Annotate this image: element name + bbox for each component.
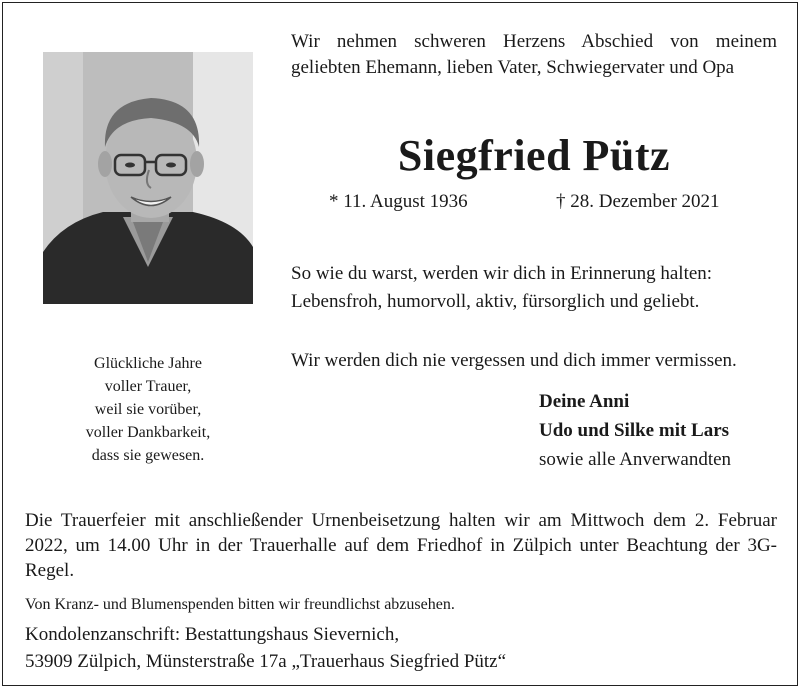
portrait-photo bbox=[43, 52, 253, 304]
obituary-notice bbox=[2, 2, 798, 686]
condolence-line: 53909 Zülpich, Münsterstraße 17a „Trauerhaus Siegfried Pütz“ bbox=[25, 651, 507, 672]
poem-line: Glückliche Jahre bbox=[94, 355, 202, 372]
signature-spouse: Deine Anni bbox=[539, 391, 630, 412]
poem bbox=[43, 352, 253, 467]
funeral-details: Die Trauerfeier mit anschließender Urnenbeisetzung halten wir am Mittwoch dem 2. Februar 2022, um 14.00 Uhr in der Trauerhalle auf dem Friedhof in Zülpich unter Beachtung der 3G-Regel. bbox=[25, 510, 777, 581]
poem-line: voller Dankbarkeit, bbox=[85, 424, 211, 441]
condolence-address bbox=[25, 621, 777, 675]
poem-line: weil sie vorüber, bbox=[94, 401, 202, 418]
death-date: † 28. Dezember 2021 bbox=[556, 191, 720, 212]
flowers-note: Von Kranz- und Blumenspenden bitten wir freundlichst abzusehen. bbox=[25, 596, 455, 613]
poem-line: dass sie gewesen. bbox=[91, 447, 205, 464]
portrait-illustration bbox=[43, 52, 253, 304]
memory-line: So wie du warst, werden wir dich in Erinnerung halten: bbox=[291, 263, 713, 284]
intro-text: Wir nehmen schweren Herzens Abschied von meinem geliebten Ehemann, lieben Vater, Schwiegervater und Opa bbox=[291, 31, 777, 78]
condolence-line: Kondolenzanschrift: Bestattungshaus Sievernich, bbox=[25, 624, 400, 645]
deceased-name: Siegfried Pütz bbox=[397, 131, 671, 180]
memory-text bbox=[291, 260, 777, 316]
signature-relatives: sowie alle Anverwandten bbox=[539, 449, 732, 470]
signature-block bbox=[539, 387, 731, 474]
never-forget-text: Wir werden dich nie vergessen und dich immer vermissen. bbox=[291, 350, 737, 371]
poem-line: voller Trauer, bbox=[104, 378, 192, 395]
signature-children: Udo und Silke mit Lars bbox=[539, 420, 730, 441]
memory-line: Lebensfroh, humorvoll, aktiv, fürsorglich und geliebt. bbox=[291, 291, 700, 312]
birth-date: * 11. August 1936 bbox=[329, 191, 468, 212]
